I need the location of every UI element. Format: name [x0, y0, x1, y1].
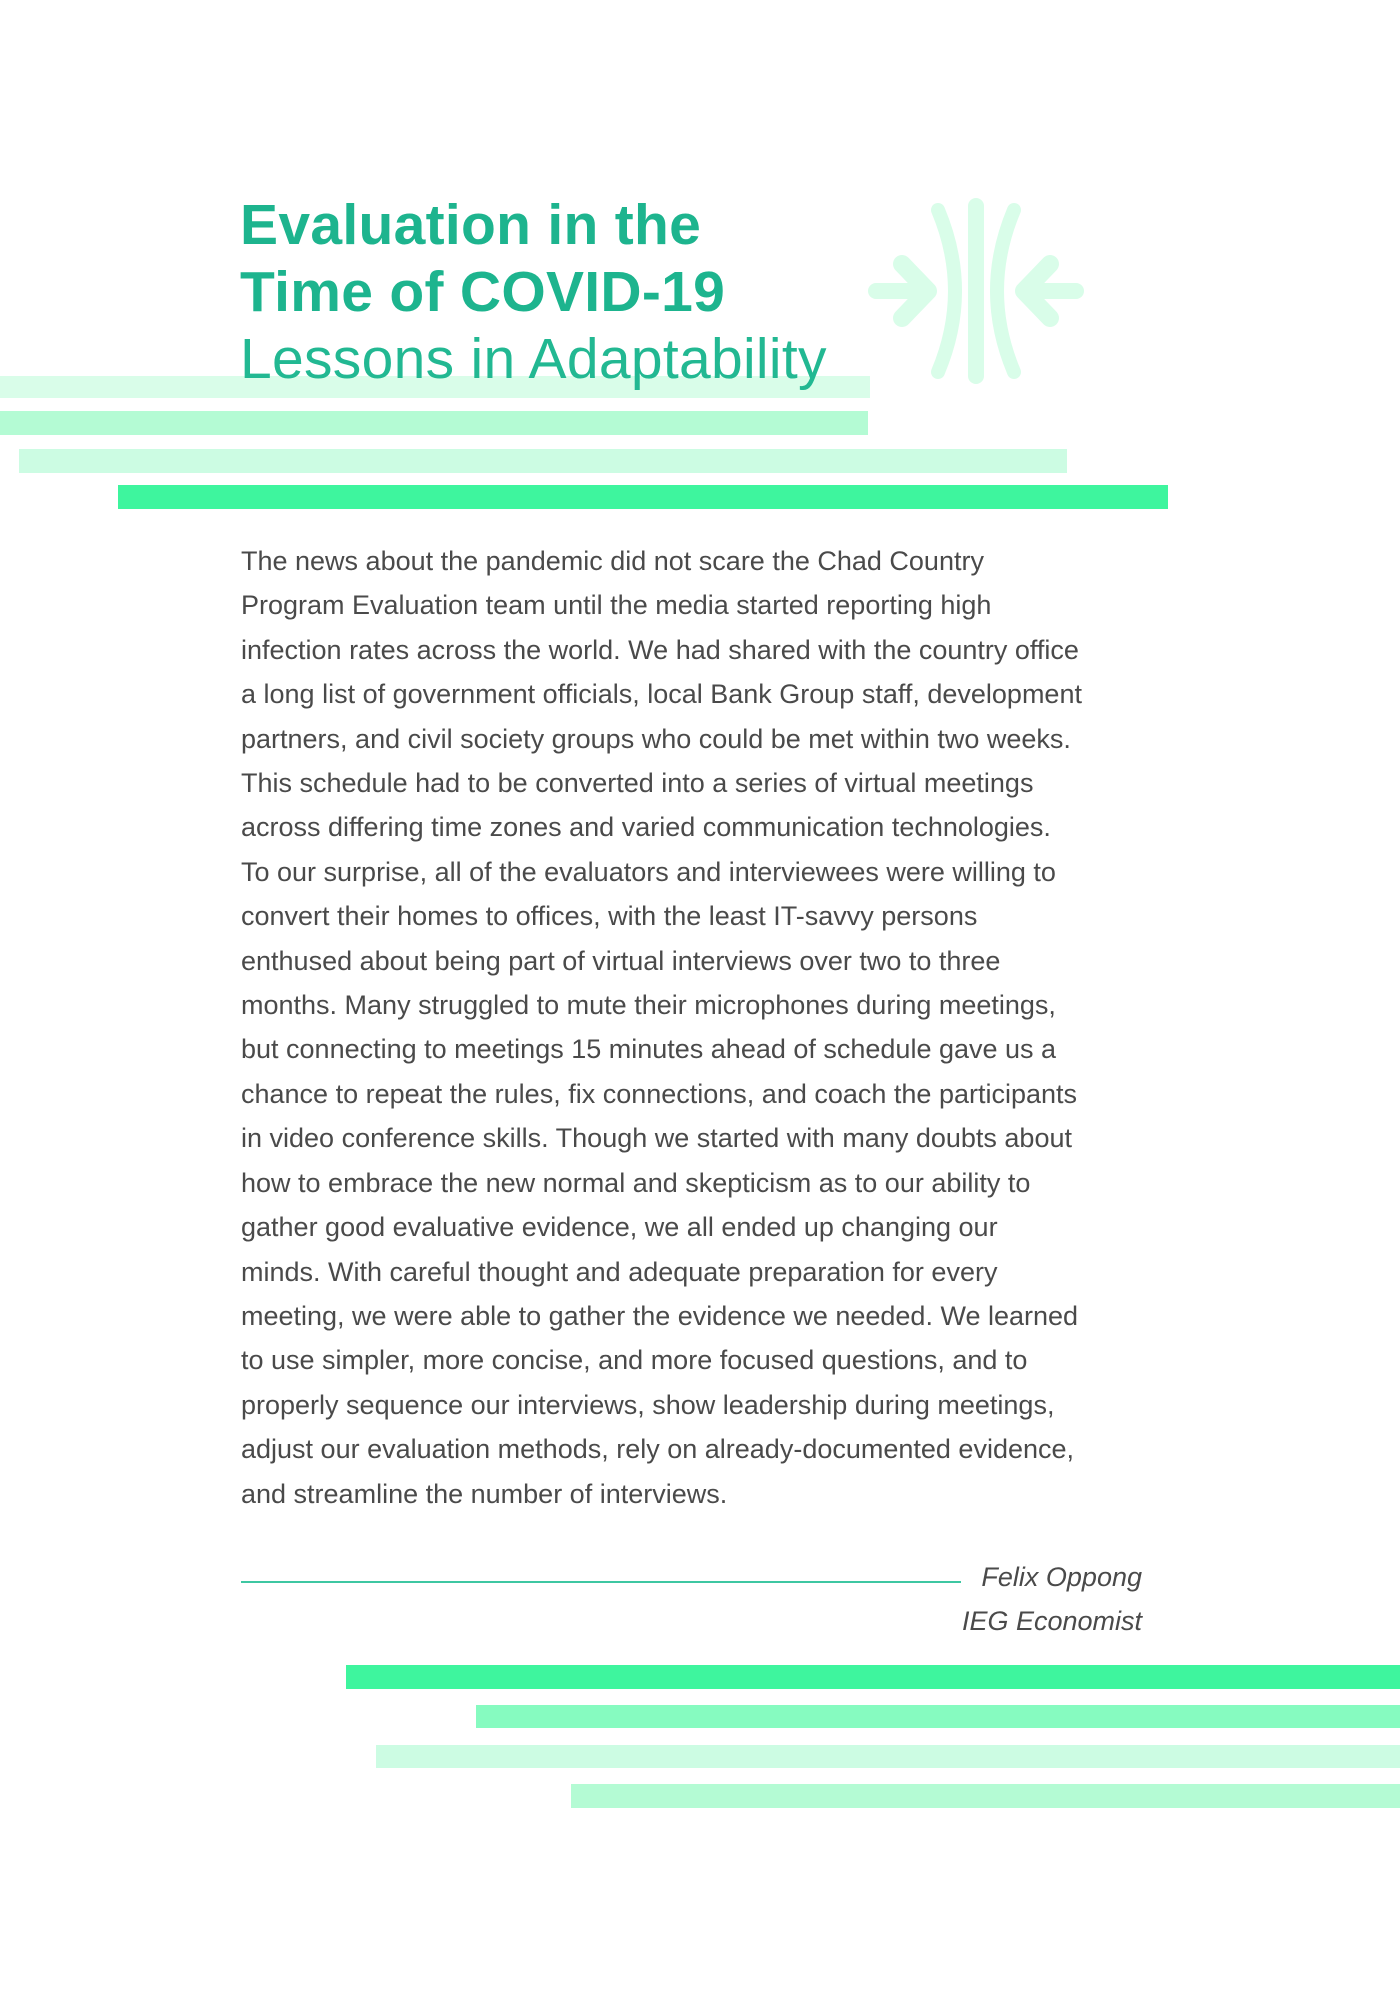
body-line: infection rates across the world. We had shared with the country office [241, 634, 1079, 665]
bottom-stripe-4 [571, 1784, 1400, 1808]
signature-name: Felix Oppong [981, 1562, 1142, 1592]
body-line: months. Many struggled to mute their microphones during meetings, [241, 990, 1056, 1021]
body-paragraph [241, 539, 1141, 1516]
body-line: in video conference skills. Though we started with many doubts about [241, 1123, 1072, 1154]
title-line-2: Time of COVID-19 [240, 260, 726, 324]
title-line-1: Evaluation in the [240, 193, 702, 257]
body-line: The news about the pandemic did not scare the Chad Country [241, 546, 984, 576]
top-stripe-4 [118, 485, 1168, 509]
top-stripe-2 [0, 411, 868, 435]
body-line: how to embrace the new normal and skepticism as to our ability to [241, 1167, 1031, 1198]
body-line: meeting, we were able to gather the evidence we needed. We learned [241, 1300, 1079, 1331]
body-line: and streamline the number of interviews. [241, 1478, 728, 1509]
body-line: convert their homes to offices, with the least IT-savvy persons [241, 901, 978, 932]
body-line: but connecting to meetings 15 minutes ahead of schedule gave us a [241, 1034, 1057, 1065]
body-line: to use simpler, more concise, and more focused questions, and to [241, 1345, 1028, 1376]
top-stripe-3 [19, 449, 1067, 473]
bottom-stripe-1 [346, 1665, 1400, 1689]
body-line: chance to repeat the rules, fix connections, and coach the participants [241, 1078, 1078, 1109]
page-title [240, 192, 940, 393]
bottom-stripe-2 [476, 1705, 1400, 1728]
body-line: gather good evaluative evidence, we all ended up changing our [241, 1212, 998, 1243]
body-line: This schedule had to be converted into a series of virtual meetings [241, 768, 1034, 799]
body-line: adjust our evaluation methods, rely on already-documented evidence, [241, 1434, 1075, 1465]
body-line: partners, and civil society groups who could be met within two weeks. [241, 723, 1071, 754]
signature-rule [241, 1581, 961, 1583]
signature-role: IEG Economist [961, 1606, 1142, 1636]
body-line: enthused about being part of virtual interviews over two to three [241, 945, 1001, 976]
body-line: properly sequence our interviews, show leadership during meetings, [241, 1389, 1055, 1420]
body-line: minds. With careful thought and adequate preparation for every [241, 1256, 998, 1287]
body-line: a long list of government officials, local Bank Group staff, development [241, 679, 1082, 710]
body-line: To our surprise, all of the evaluators and interviewees were willing to [241, 856, 1056, 887]
body-line: Program Evaluation team until the media started reporting high [241, 590, 992, 621]
body-line: across differing time zones and varied communication technologies. [241, 812, 1051, 843]
subtitle: Lessons in Adaptability [240, 327, 827, 391]
bottom-stripe-3 [376, 1745, 1400, 1768]
